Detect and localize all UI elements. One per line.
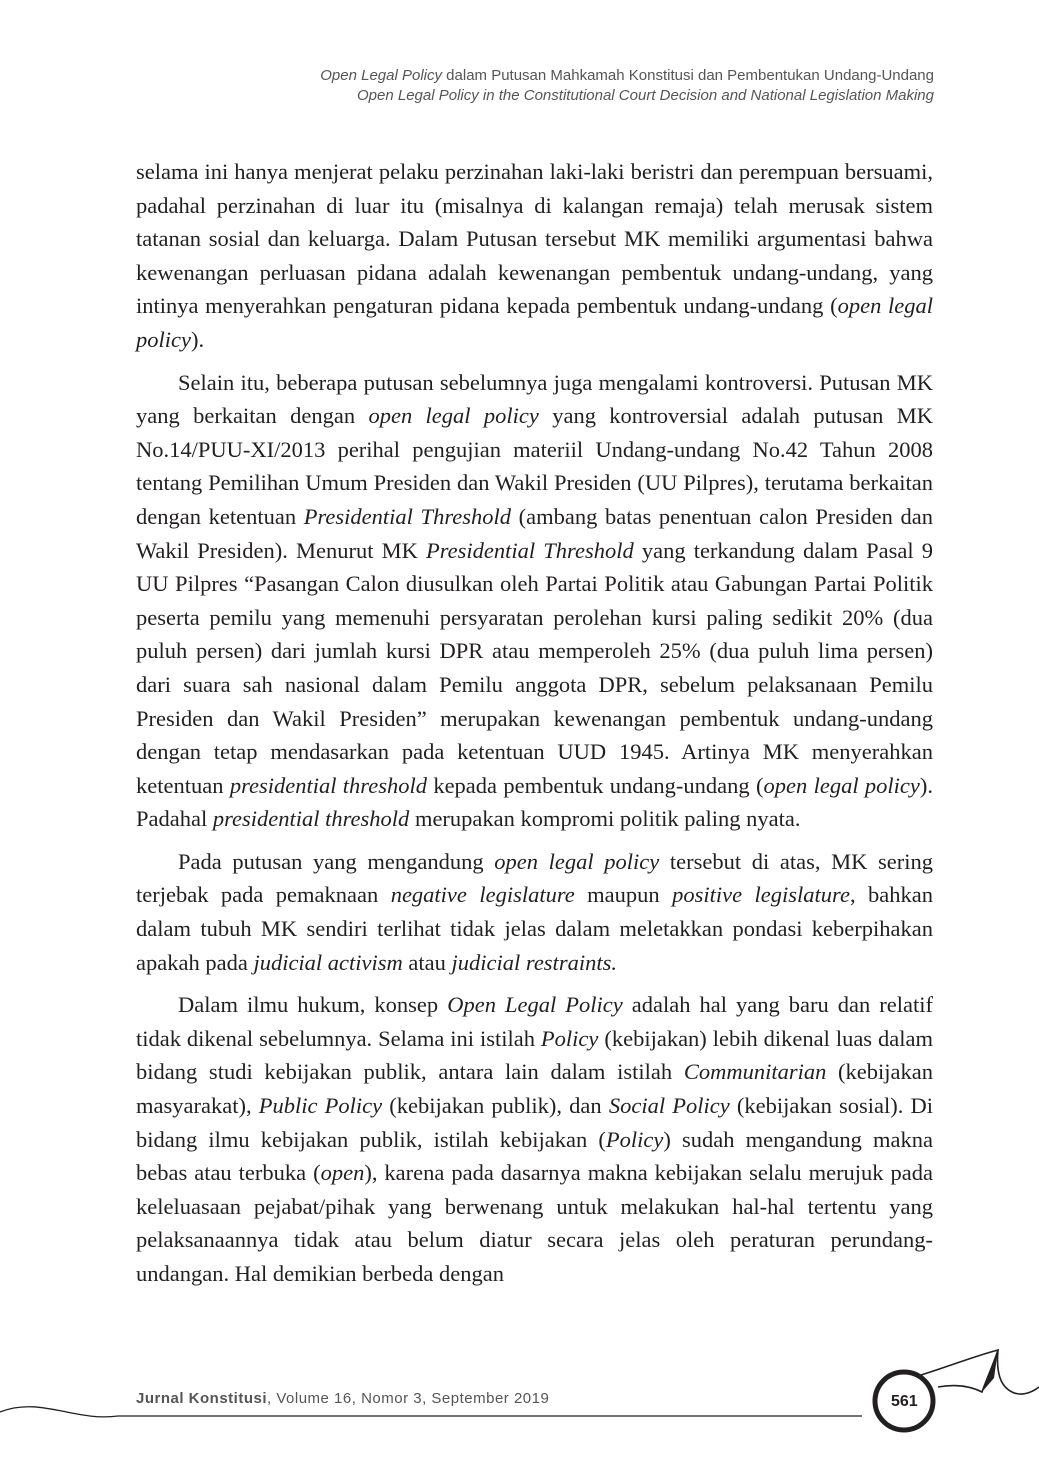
italic-term: Policy [540, 1025, 599, 1051]
italic-term: Public Policy [258, 1093, 383, 1119]
italic-term: Policy [605, 1126, 664, 1152]
text-run: (kebijakan masyarakat), [136, 1059, 933, 1119]
italic-term: Social Policy [608, 1093, 730, 1119]
text-run: Selain itu, beberapa putusan sebelumnya juga mengalami kontroversi. Putusan MK yang berkaitan dengan [136, 369, 933, 429]
italic-term: open legal policy [136, 293, 933, 352]
text-run: Dalam ilmu hukum, konsep [178, 992, 448, 1018]
text-run: ) sudah mengandung makna bebas atau terbuka ( [136, 1126, 933, 1186]
header-title-rest: dalam Putusan Mahkamah Konstitusi dan Pembentukan Undang-Undang [442, 67, 934, 84]
body-paragraph [136, 366, 933, 836]
footer-ornament [0, 1340, 1039, 1476]
text-run: tersebut di atas, MK sering terjebak pada pemaknaan [136, 848, 933, 908]
text-run: ). [190, 326, 205, 352]
italic-term: open legal policy [494, 848, 660, 874]
italic-term: Communitarian [683, 1059, 827, 1085]
text-run: Pada putusan yang mengandung [178, 848, 495, 874]
text-run: (kebijakan) lebih dikenal luas dalam bidang studi kebijakan publik, antara lain dalam istilah [136, 1025, 933, 1085]
italic-term: open legal policy [763, 772, 920, 798]
text-run: kepada pembentuk undang-undang ( [426, 772, 764, 798]
running-header [320, 66, 934, 106]
italic-term: open legal policy [368, 403, 539, 429]
italic-term: Presidential Threshold [303, 503, 511, 529]
text-run: (ambang batas penentuan calon Presiden dan Wakil Presiden). Menurut MK [136, 503, 934, 563]
text-run: ). Padahal [136, 772, 934, 832]
header-english-title: Open Legal Policy in the Constitutional Court Decision and National Legislation Making [356, 87, 934, 104]
article-body [136, 155, 933, 1300]
header-italic-term: Open Legal Policy [320, 67, 443, 84]
text-run: yang terkandung dalam Pasal 9 UU Pilpres “Pasangan Calon diusulkan oleh Partai Politik atau Gabungan Partai Politik peserta pemilu yang memenuhi persyaratan perolehan kursi paling sedikit 20% (dua puluh persen) dari jumlah kursi DPR atau memperoleh 25% (dua puluh lima persen) dari suara sah nasional dalam Pemilu anggota DPR, sebelum pelaksanaan Pemilu Presiden dan Wakil Presiden” merupakan kewenangan pembentuk undang-undang dengan tetap mendasarkan pada ketentuan UUD 1945. Artinya MK menyerahkan ketentuan [136, 537, 933, 798]
text-run: adalah hal yang baru dan relatif tidak dikenal sebelumnya. Selama ini istilah [136, 992, 933, 1051]
text-run: (kebijakan publik), dan [382, 1093, 609, 1119]
header-line-english [320, 86, 934, 106]
italic-term: presidential threshold [229, 772, 427, 798]
journal-name: Jurnal Konstitusi [136, 1390, 268, 1407]
text-run: maupun [574, 882, 673, 908]
text-run: yang kontroversial adalah putusan MK No.14/PUU-XI/2013 perihal pengujian materiil Undang-undang No.42 Tahun 2008 tentang Pemilihan Umum Presiden dan Wakil Presiden (UU Pilpres), terutama berkaitan dengan ketentuan [136, 403, 934, 529]
footer-swoosh-line [0, 1407, 862, 1417]
body-paragraph [136, 155, 933, 357]
page-number: 561 [891, 1393, 918, 1410]
italic-term: negative legislature [390, 882, 575, 908]
body-paragraph [136, 845, 933, 979]
italic-term: Open Legal Policy [447, 992, 623, 1018]
footer-wing-flourish [918, 1350, 1039, 1394]
italic-term: open [320, 1160, 365, 1186]
journal-citation [136, 1390, 549, 1407]
text-run: (kebijakan sosial). Di bidang ilmu kebijakan publik, istilah kebijakan ( [136, 1093, 934, 1152]
italic-term: judicial restraints. [451, 949, 617, 975]
text-run: , bahkan dalam tubuh MK sendiri terlihat tidak jelas dalam meletakkan pondasi keberpihakan apakah pada [136, 882, 933, 975]
text-run: atau [402, 949, 452, 975]
italic-term: Presidential Threshold [426, 537, 634, 563]
italic-term: presidential threshold [212, 806, 410, 832]
text-run: selama ini hanya menjerat pelaku perzinahan laki-laki beristri dan perempuan bersuami, padahal perzinahan di luar itu (misalnya di kalangan remaja) telah merusak sistem tatanan sosial dan keluarga. Dalam Putusan tersebut MK memiliki argumentasi bahwa kewenangan perluasan pidana adalah kewenangan pembentuk undang-undang, yang intinya menyerahkan pengaturan pidana kepada pembentuk undang-undang ( [136, 159, 933, 319]
text-run: merupakan kompromi politik paling nyata. [409, 806, 801, 832]
italic-term: positive legislature [672, 882, 850, 908]
body-paragraph [136, 988, 933, 1290]
journal-issue: , Volume 16, Nomor 3, September 2019 [267, 1390, 550, 1407]
header-line-indonesian [320, 66, 934, 86]
text-run: ), karena pada dasarnya makna kebijakan selalu merujuk pada keleluasaan pejabat/pihak yang berwenang untuk melakukan hal-hal tertentu yang pelaksanaannya tidak atau belum diatur secara jelas oleh peraturan perundang-undangan. Hal demikian berbeda dengan [136, 1160, 934, 1286]
italic-term: judicial activism [253, 949, 403, 975]
